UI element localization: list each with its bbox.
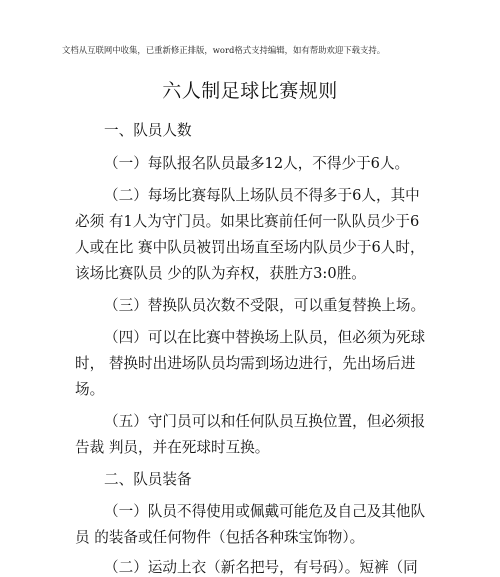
paragraph-line: （五）守门员可以和任何队员互换位置，但必须报 (104, 413, 426, 430)
section-heading: 二、队员装备 (104, 471, 192, 488)
paragraph-line: 该场比赛队员 少的队为弃权，获胜方3:0胜。 (75, 265, 366, 282)
paragraph-line: （二）每场比赛每队上场队员不得多于6人，其中 (104, 187, 420, 204)
header-note: 文档从互联网中收集，已重新修正排版，word格式支持编辑，如有帮助欢迎下载支持。 (62, 45, 386, 55)
paragraph-line: （四）可以在比赛中替换场上队员，但必须为死球 (104, 329, 426, 346)
section-heading: 一、队员人数 (104, 122, 192, 139)
paragraph-line: （一）每队报名队员最多12人，不得少于6人。 (104, 155, 410, 172)
paragraph-line: 时， 替换时出进场队员均需到场边进行，先出场后进 (75, 355, 416, 372)
paragraph-line: （三）替换队员次数不受限，可以重复替换上场。 (104, 297, 426, 314)
paragraph-line: 人或在比 赛中队员被罚出场直至场内队员少于6人时， (75, 239, 425, 256)
paragraph-line: 场。 (75, 381, 105, 398)
paragraph-line: （一）队员不得使用或佩戴可能危及自己及其他队 (104, 503, 426, 520)
paragraph-line: 告裁 判员，并在死球时互换。 (75, 439, 270, 456)
paragraph-line: 必须 有1人为守门员。如果比赛前任何一队队员少于6 (75, 213, 420, 230)
paragraph-line: 员 的装备或任何物件（包括各种珠宝饰物）。 (75, 529, 365, 546)
document-title: 六人制足球比赛规则 (162, 80, 338, 102)
paragraph-line: （二）运动上衣（新名把号，有号码）。短裤（同 (104, 559, 418, 576)
